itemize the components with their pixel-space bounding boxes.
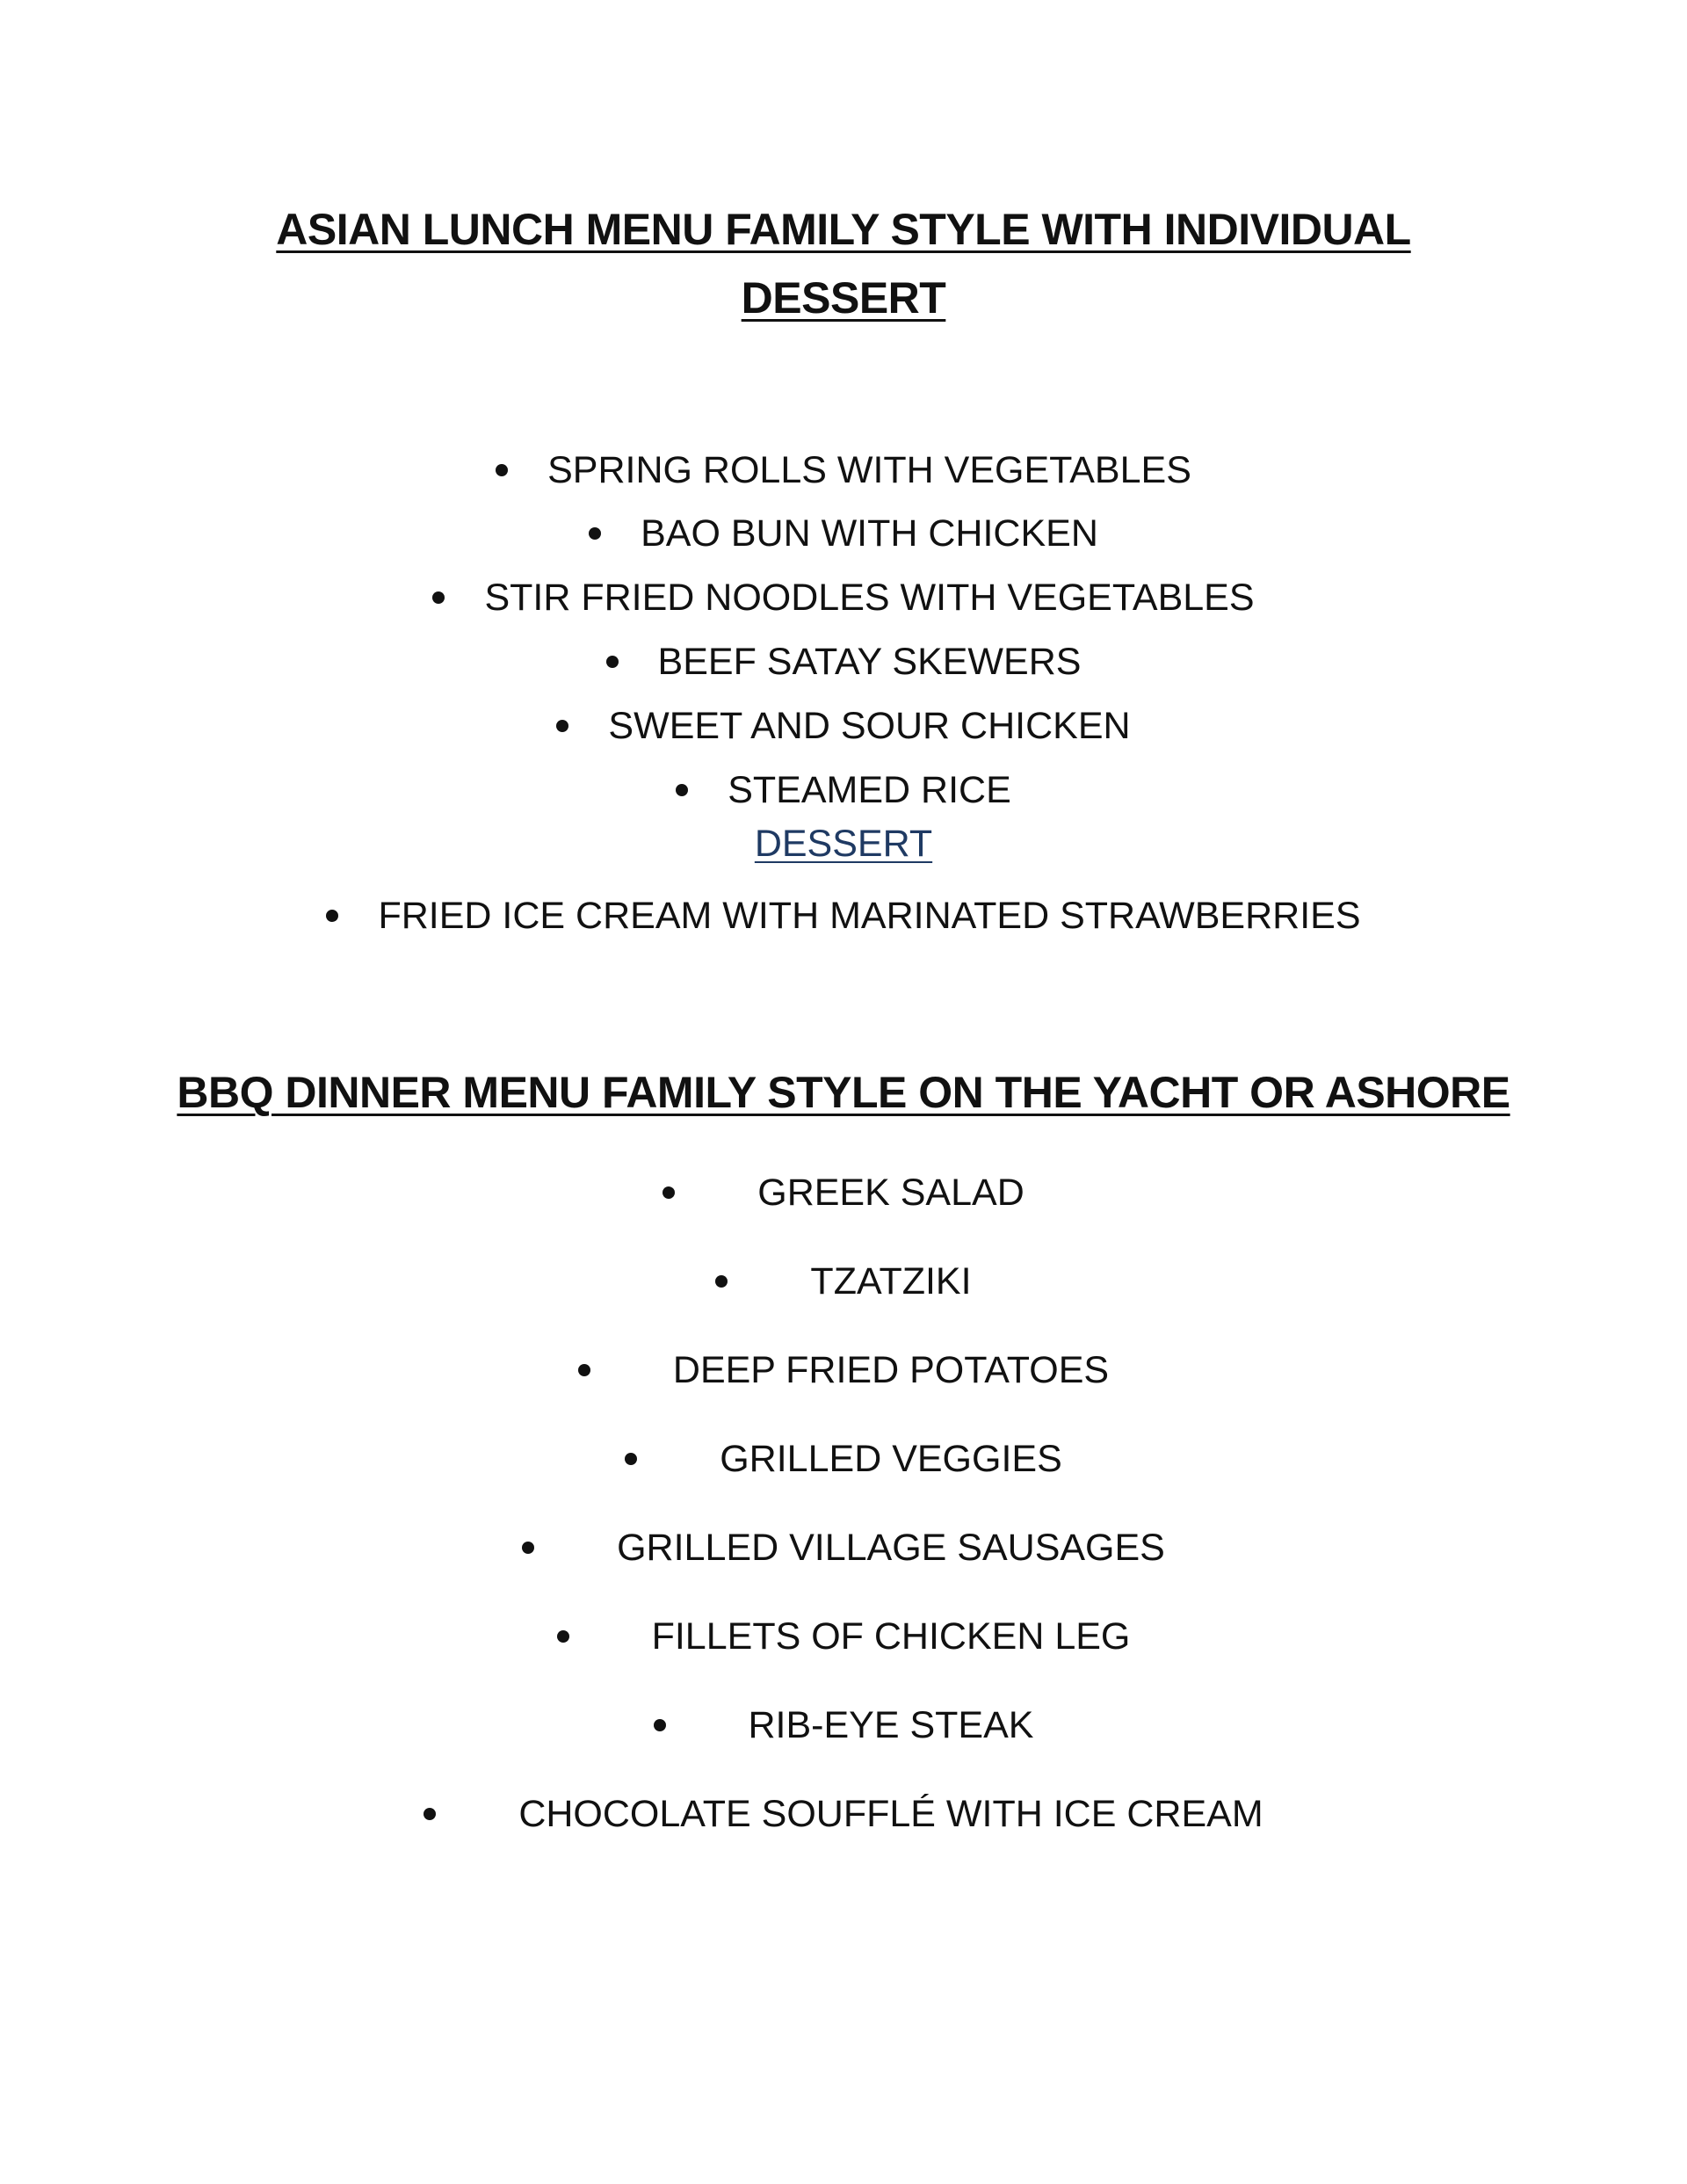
dinner-menu-item [0,1339,1687,1395]
dinner-menu-item-label: GRILLED VILLAGE SAUSAGES [617,1527,1165,1569]
bullet-icon [606,656,619,668]
lunch-menu-item [0,503,1687,558]
lunch-menu-item-label: BAO BUN WITH CHICKEN [641,512,1098,555]
bullet-icon [662,1186,675,1199]
bullet-icon [715,1275,728,1288]
lunch-menu-item-label: SWEET AND SOUR CHICKEN [608,705,1131,747]
lunch-menu-title-line1: ASIAN LUNCH MENU FAMILY STYLE WITH INDIVIDUAL [276,205,1411,254]
lunch-menu-item-label: SPRING ROLLS WITH VEGETABLES [547,449,1191,491]
lunch-dessert-subheading: DESSERT [754,823,933,865]
dinner-menu-title: BBQ DINNER MENU FAMILY STYLE ON THE YACHT OR ASHORE [177,1068,1510,1117]
lunch-menu-item [0,439,1687,495]
dinner-menu-item [0,1251,1687,1306]
bullet-icon [556,720,568,732]
lunch-dessert-item [0,885,1687,940]
dinner-menu-item [0,1783,1687,1839]
dinner-menu-item [0,1517,1687,1572]
bullet-icon [326,910,338,922]
lunch-menu-item-label: STEAMED RICE [728,769,1011,811]
bullet-icon [589,527,601,540]
dinner-menu-item [0,1606,1687,1661]
dinner-menu-item [0,1694,1687,1750]
lunch-menu-item-label: STIR FRIED NOODLES WITH VEGETABLES [484,577,1255,619]
dinner-menu-item-label: FILLETS OF CHICKEN LEG [651,1615,1131,1658]
lunch-menu-item [0,759,1687,815]
bullet-icon [557,1630,569,1643]
dinner-menu-item-label: GRILLED VEGGIES [720,1438,1062,1480]
bullet-icon [578,1364,590,1376]
bullet-icon [654,1719,666,1731]
lunch-menu-item-label: BEEF SATAY SKEWERS [657,641,1082,683]
dinner-menu-item-label: TZATZIKI [810,1260,972,1302]
bullet-icon [432,591,445,604]
lunch-menu-item [0,695,1687,751]
bullet-icon [424,1808,436,1820]
lunch-menu-item [0,567,1687,622]
lunch-menu-item [0,631,1687,686]
bullet-icon [496,464,508,476]
lunch-menu-title-line2: DESSERT [741,273,946,323]
dinner-menu-item-label: RIB-EYE STEAK [748,1704,1034,1746]
dinner-menu-item [0,1428,1687,1484]
bullet-icon [522,1542,534,1554]
lunch-dessert-item-label: FRIED ICE CREAM WITH MARINATED STRAWBERRIES [378,895,1361,937]
dinner-menu-item-label: DEEP FRIED POTATOES [672,1349,1110,1391]
dinner-menu-item-label: GREEK SALAD [757,1172,1025,1214]
bullet-icon [625,1453,637,1465]
bullet-icon [676,784,688,796]
dinner-menu-item-label: CHOCOLATE SOUFFLÉ WITH ICE CREAM [518,1793,1263,1835]
dinner-menu-item [0,1162,1687,1217]
